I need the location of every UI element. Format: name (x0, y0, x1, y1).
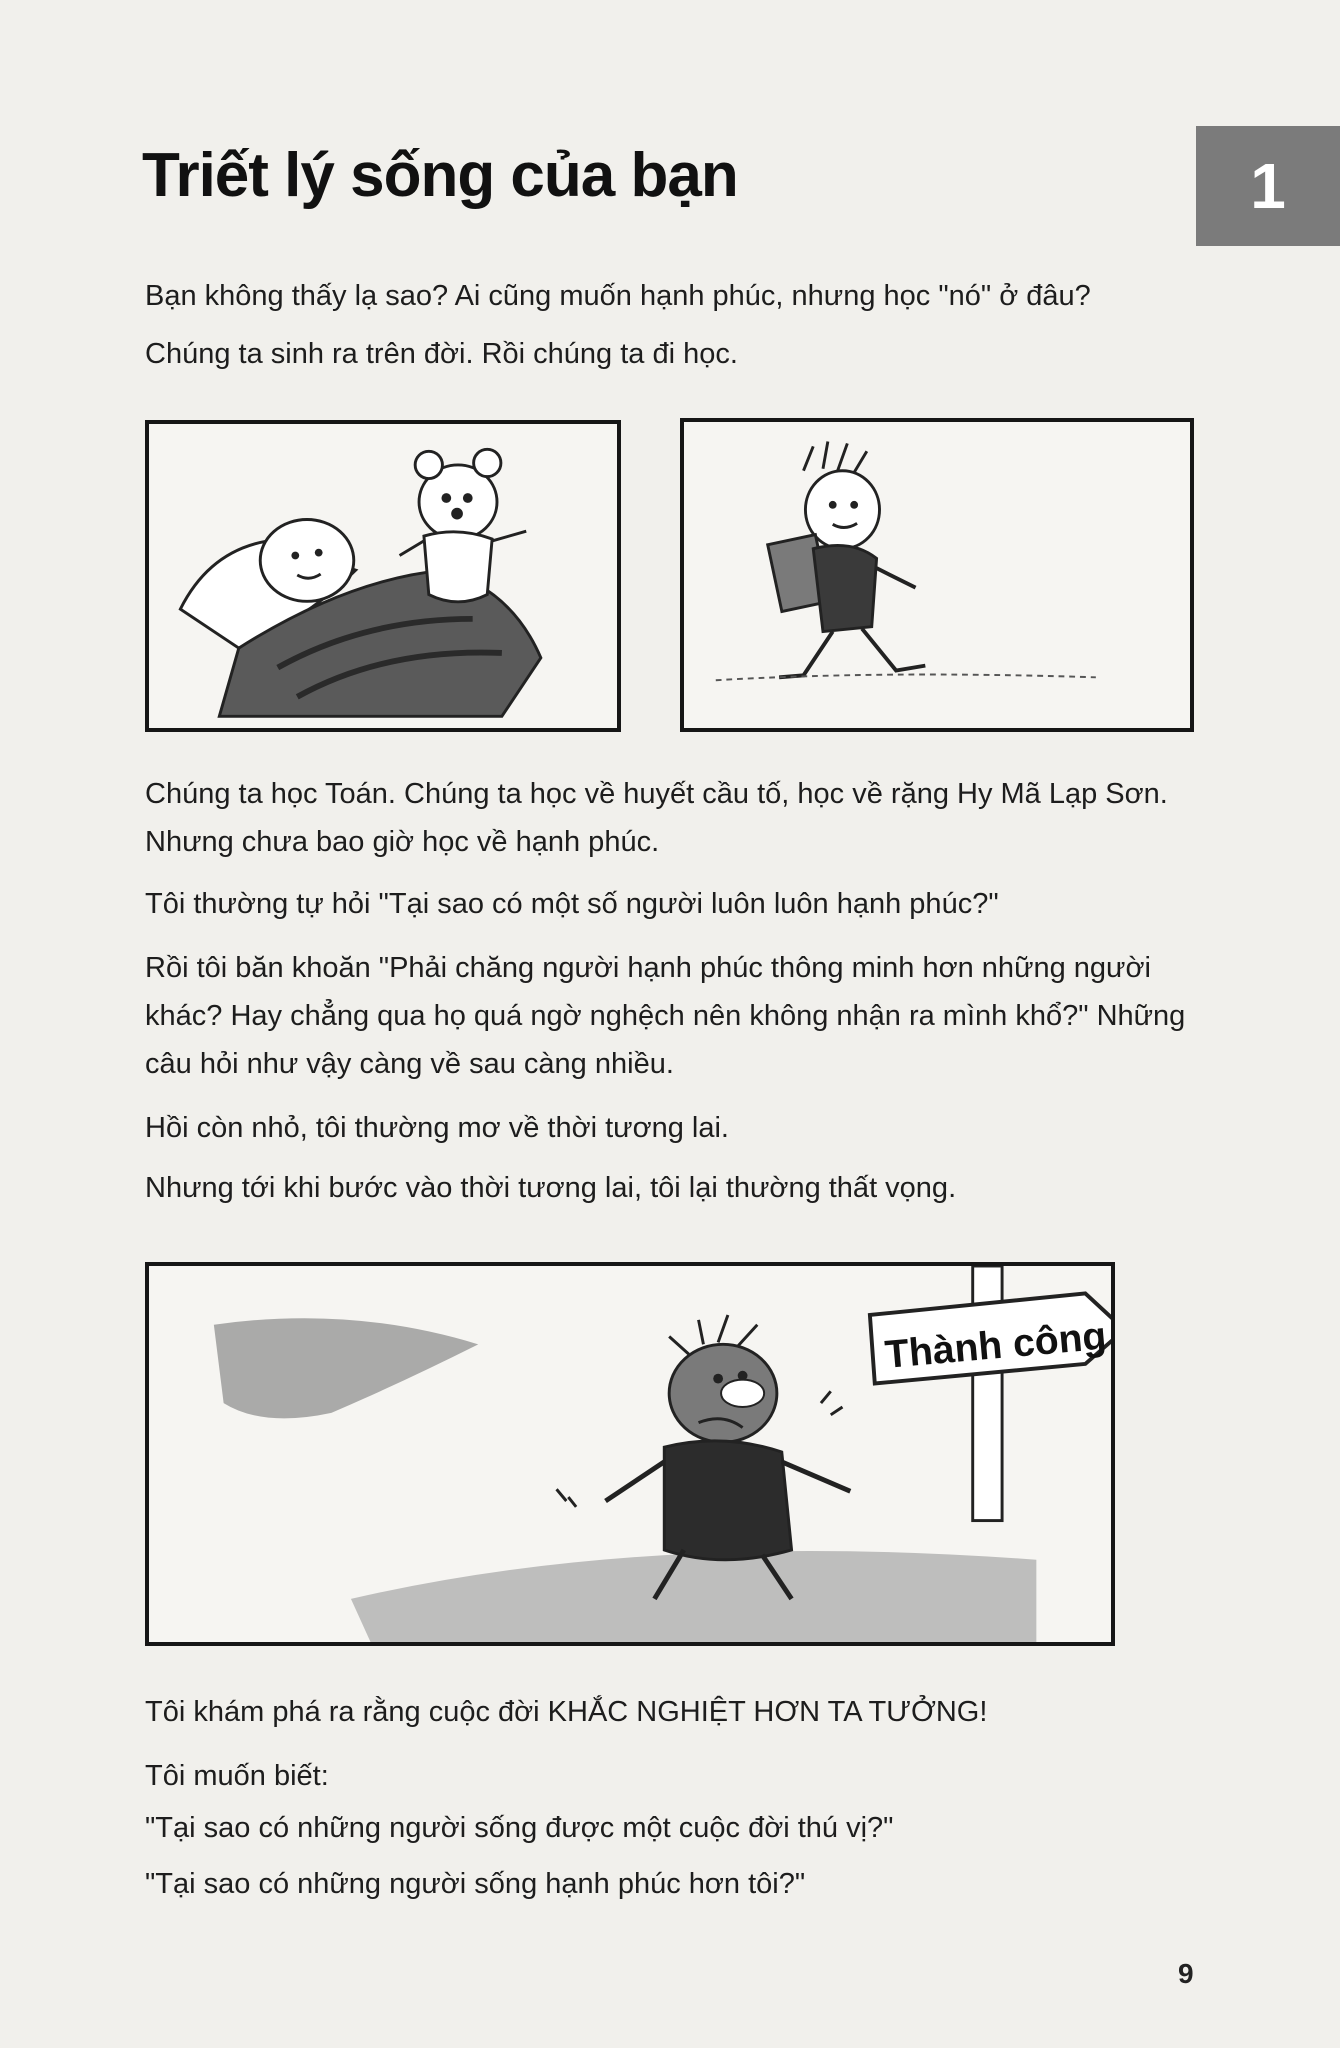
paragraph-want-to-know: Tôi muốn biết: (145, 1760, 329, 1792)
success-sign-label: Thành công (883, 1314, 1109, 1377)
chapter-number-tab: 1 (1196, 126, 1340, 246)
paragraph-doubt: Rồi tôi băn khoăn "Phải chăng người hạnh phúc thông minh hơn những người khác? Hay chẳng qua họ quá ngờ nghệch nên không nhận ra mình khổ?" Những câu hỏi như vậy càng về sau càng nhiều. (145, 952, 1186, 1080)
paragraph-question-interesting: "Tại sao có những người sống được một cuộc đời thú vị?" (145, 1812, 894, 1844)
illustration-baby-teddy (145, 420, 621, 732)
success-sign-drawing (149, 1266, 1111, 1642)
paragraph-born-school: Chúng ta sinh ra trên đời. Rồi chúng ta đi học. (145, 338, 738, 370)
paragraph-intro-question: Bạn không thấy lạ sao? Ai cũng muốn hạnh phúc, nhưng học "nó" ở đâu? (145, 280, 1091, 312)
boy-school-drawing (684, 422, 1190, 728)
illustration-success-sign (145, 1262, 1115, 1646)
paragraph-disappointment: Nhưng tới khi bước vào thời tương lai, tôi lại thường thất vọng. (145, 1172, 957, 1204)
illustration-boy-school (680, 418, 1194, 732)
paragraph-childhood-dream: Hồi còn nhỏ, tôi thường mơ về thời tương lai. (145, 1112, 729, 1144)
baby-teddy-drawing (149, 424, 617, 728)
paragraph-school-subjects: Chúng ta học Toán. Chúng ta học về huyết cầu tố, học về rặng Hy Mã Lạp Sơn. Nhưng chưa bao giờ học về hạnh phúc. (145, 778, 1168, 858)
paragraph-question-happier: "Tại sao có những người sống hạnh phúc hơn tôi?" (145, 1868, 806, 1900)
paragraph-discovery: Tôi khám phá ra rằng cuộc đời KHẮC NGHIỆT HƠN TA TƯỞNG! (145, 1696, 988, 1728)
paragraph-wonder: Tôi thường tự hỏi "Tại sao có một số người luôn luôn hạnh phúc?" (145, 888, 999, 920)
chapter-title: Triết lý sống của bạn (142, 141, 738, 210)
page-number: 9 (1178, 1958, 1194, 1989)
